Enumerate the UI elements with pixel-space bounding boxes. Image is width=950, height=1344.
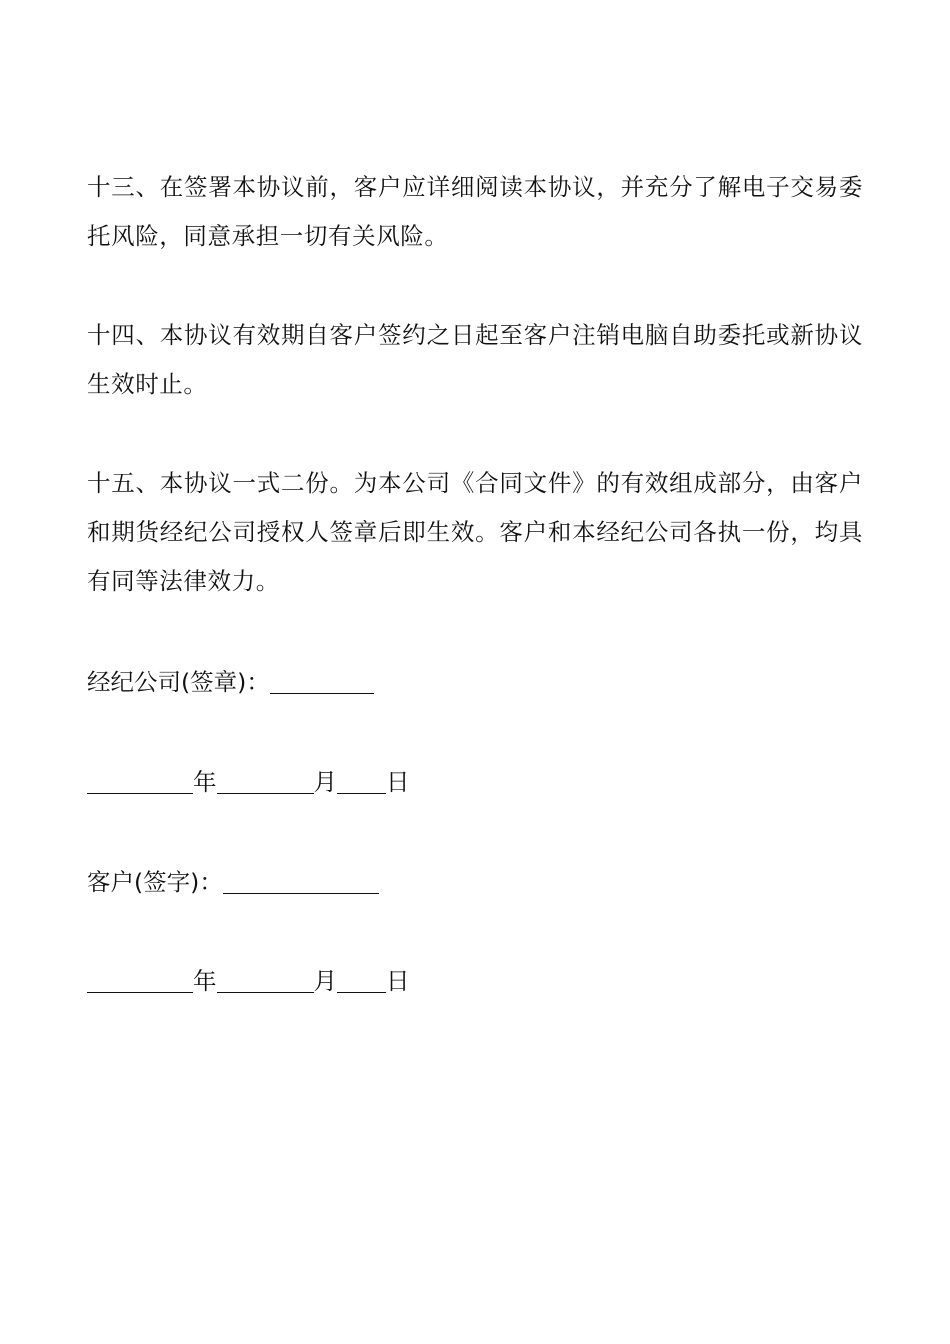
broker-signature-blank[interactable] — [270, 667, 374, 694]
client-year-blank[interactable] — [87, 966, 193, 993]
client-month-label: 月 — [313, 967, 337, 995]
broker-day-label: 日 — [386, 768, 410, 796]
broker-day-blank[interactable] — [337, 767, 386, 794]
client-year-label: 年 — [193, 967, 217, 995]
client-month-blank[interactable] — [217, 966, 314, 993]
broker-date-line — [87, 762, 410, 802]
broker-month-blank[interactable] — [217, 767, 314, 794]
client-date-line — [87, 961, 410, 1001]
clause-14: 十四、本协议有效期自客户签约之日起至客户注销电脑自助委托或新协议生效时止。 — [87, 321, 863, 398]
client-day-blank[interactable] — [337, 966, 386, 993]
client-signature-line — [87, 862, 379, 902]
broker-signature-line — [87, 662, 374, 702]
clause-15: 十五、本协议一式二份。为本公司《合同文件》的有效组成部分，由客户和期货经纪公司授权人签章后即生效。客户和本经纪公司各执一份，均具有同等法律效力。 — [87, 469, 863, 595]
broker-signature-label: 经纪公司(签章)： — [87, 668, 270, 696]
broker-year-label: 年 — [193, 768, 217, 796]
broker-month-label: 月 — [313, 768, 337, 796]
client-signature-label: 客户(签字)： — [87, 868, 223, 896]
clause-13: 十三、在签署本协议前，客户应详细阅读本协议，并充分了解电子交易委托风险，同意承担一切有关风险。 — [87, 173, 863, 250]
broker-year-blank[interactable] — [87, 767, 193, 794]
client-day-label: 日 — [386, 967, 410, 995]
client-signature-blank[interactable] — [223, 867, 379, 894]
